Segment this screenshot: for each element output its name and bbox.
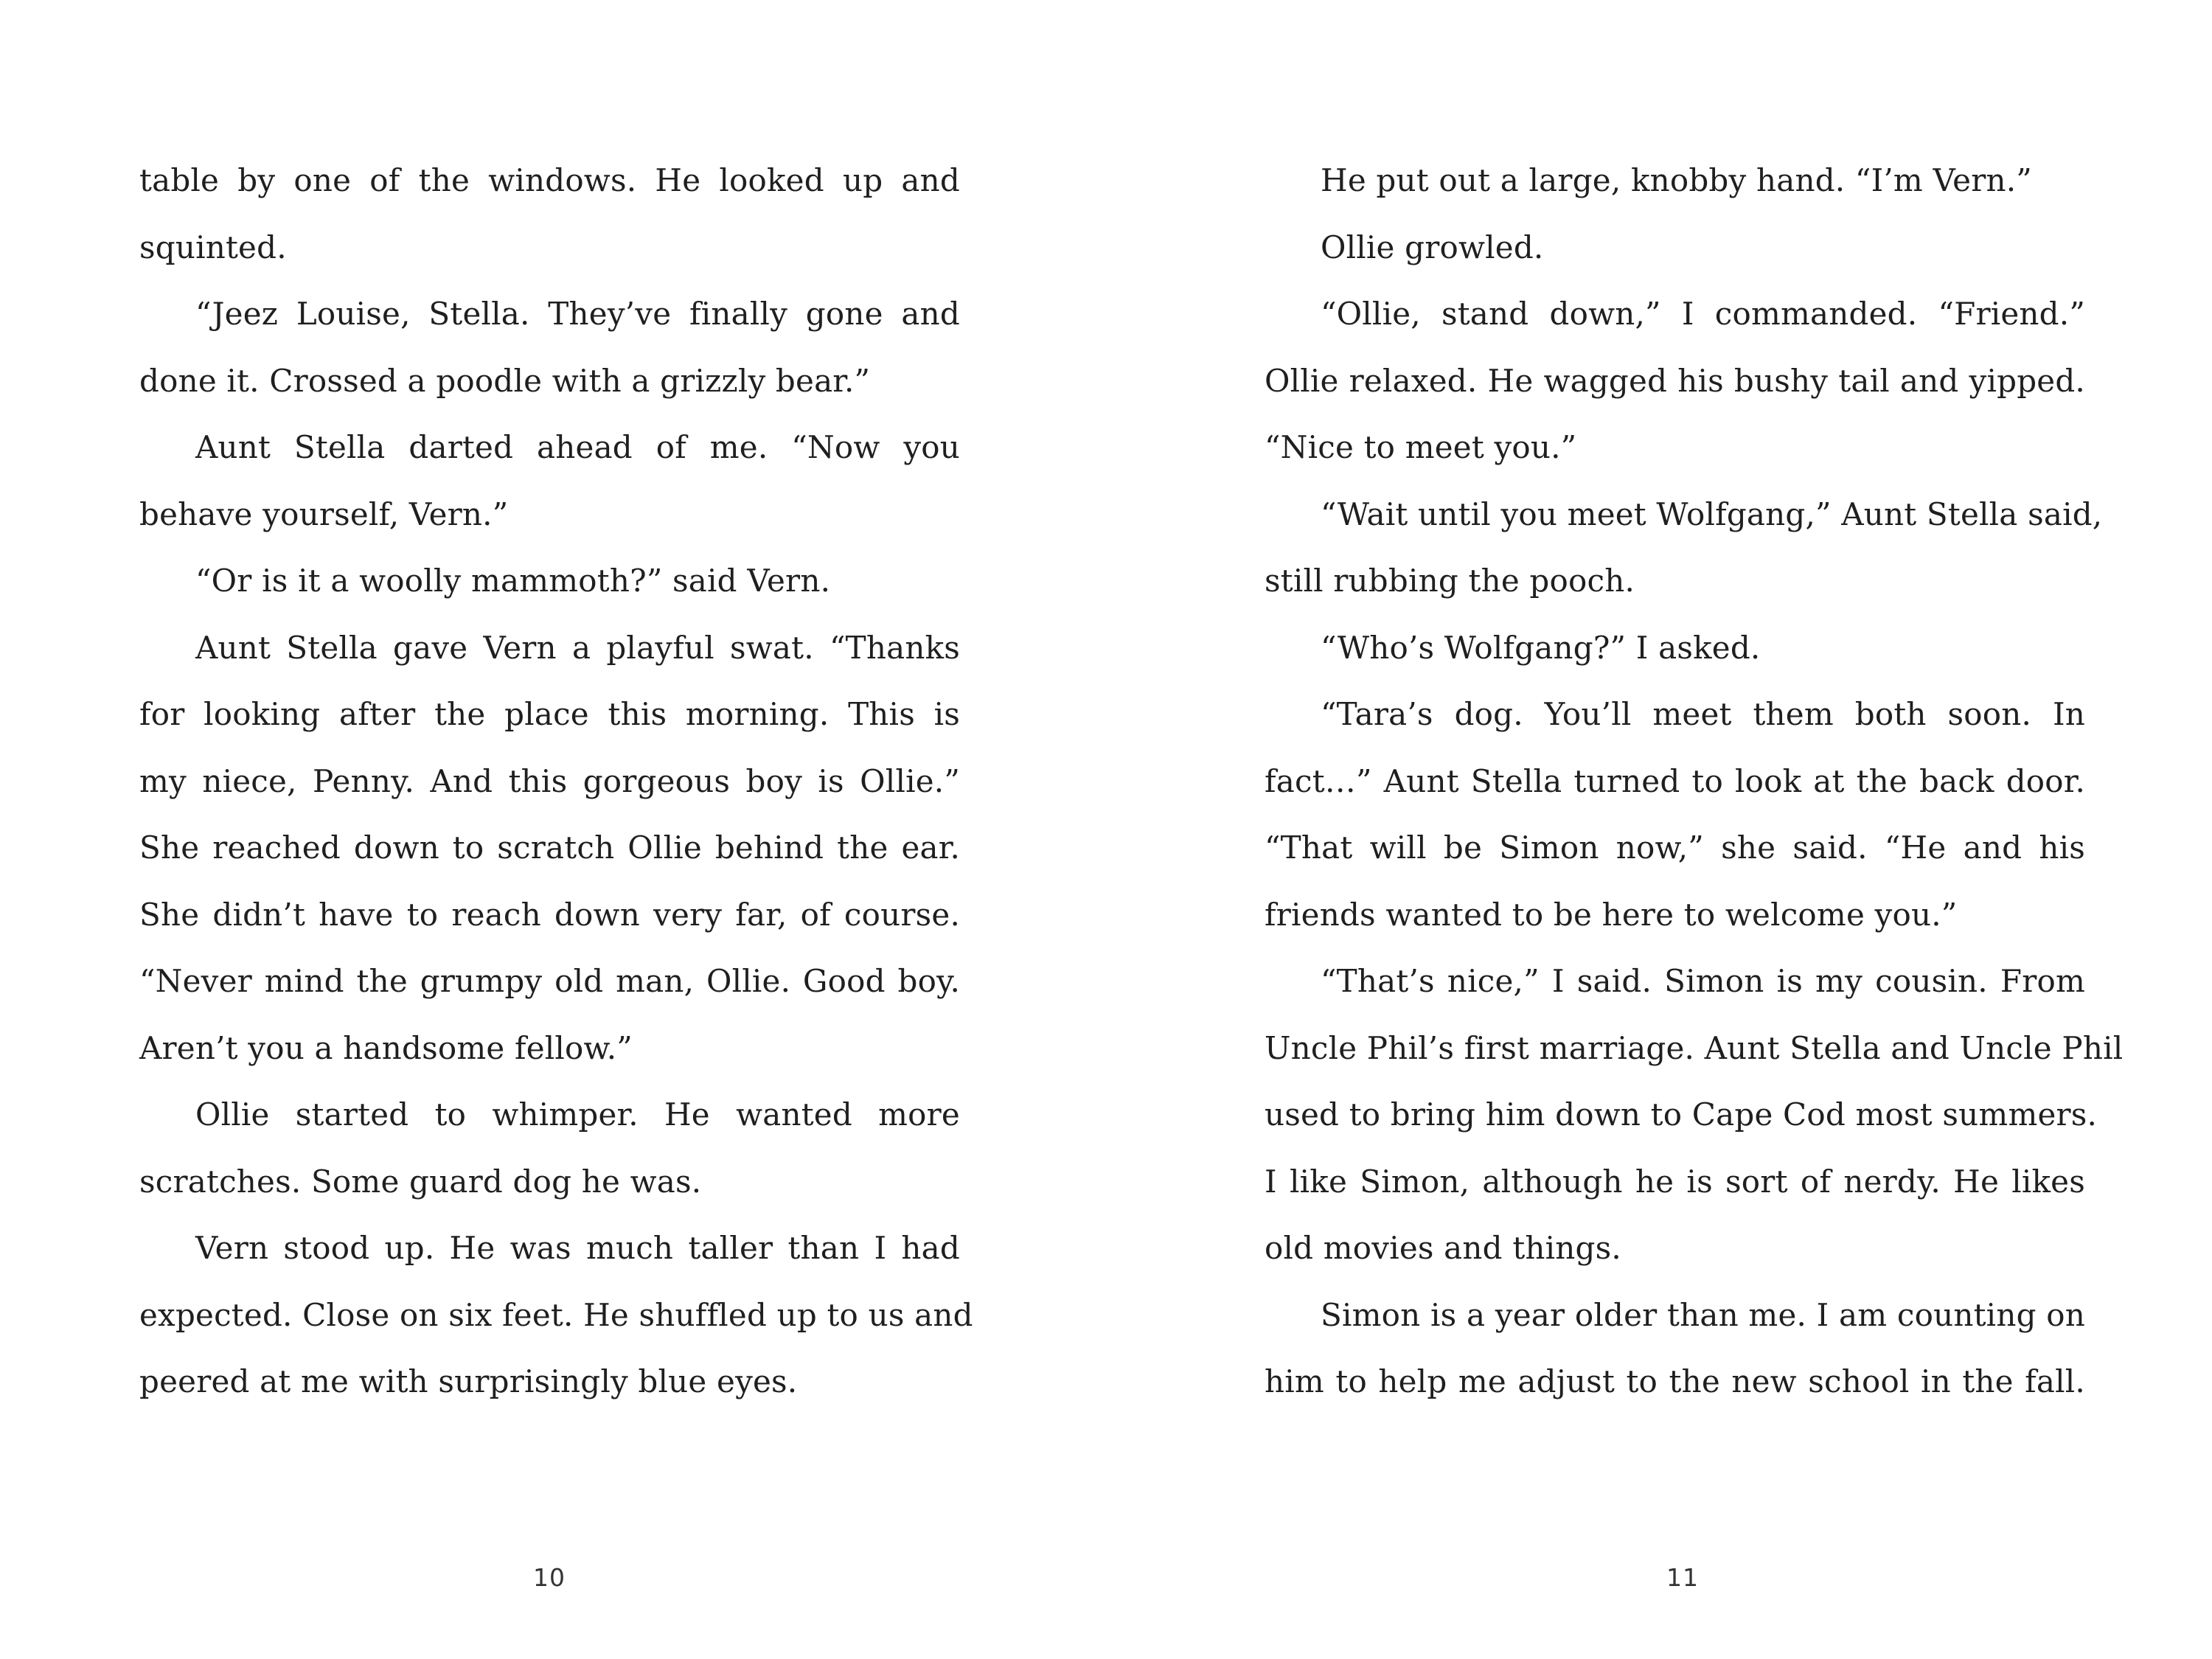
right-page-text xyxy=(1265,157,2124,1425)
text-line: “Jeez Louise, Stella. They’ve finally gone and xyxy=(195,296,960,332)
text-line: “Tara’s dog. You’ll meet them both soon. In xyxy=(1321,696,2085,732)
text-line: Aren’t you a handsome fellow.” xyxy=(139,1029,633,1066)
text-line: table by one of the windows. He looked up and xyxy=(139,162,960,198)
text-line: my niece, Penny. And this gorgeous boy is Ollie.” xyxy=(139,762,960,799)
text-line: peered at me with surprisingly blue eyes. xyxy=(139,1363,798,1399)
text-line: “That’s nice,” I said. Simon is my cousin. From xyxy=(1321,963,2085,999)
text-line: fact…” Aunt Stella turned to look at the back door. xyxy=(1265,762,2085,799)
text-line: Ollie growled. xyxy=(1321,229,1544,265)
text-line: behave yourself, Vern.” xyxy=(139,495,509,532)
text-line: Simon is a year older than me. I am counting on xyxy=(1321,1296,2085,1333)
text-line: expected. Close on six feet. He shuffled up to us and xyxy=(139,1296,973,1333)
text-line: He put out a large, knobby hand. “I’m Vern.” xyxy=(1321,162,2032,198)
text-line: done it. Crossed a poodle with a grizzly bear.” xyxy=(139,362,871,399)
text-line: Ollie relaxed. He wagged his bushy tail and yipped. xyxy=(1265,362,2085,399)
text-line: “Never mind the grumpy old man, Ollie. Good boy. xyxy=(139,963,960,999)
text-line: “Or is it a woolly mammoth?” said Vern. xyxy=(195,563,831,599)
text-line: scratches. Some guard dog he was. xyxy=(139,1163,702,1200)
page-number: 10 xyxy=(533,1563,566,1592)
text-line: I like Simon, although he is sort of nerdy. He likes xyxy=(1265,1163,2085,1200)
text-line: Aunt Stella darted ahead of me. “Now you xyxy=(195,429,960,465)
text-line: still rubbing the pooch. xyxy=(1265,563,1635,599)
text-line: used to bring him down to Cape Cod most summers. xyxy=(1265,1096,2098,1133)
text-line: “Wait until you meet Wolfgang,” Aunt Stella said, xyxy=(1321,495,2103,532)
text-line: “Nice to meet you.” xyxy=(1265,429,1577,465)
text-line: “Who’s Wolfgang?” I asked. xyxy=(1321,629,1761,666)
text-line: “That will be Simon now,” she said. “He and his xyxy=(1265,830,2085,866)
left-page-text xyxy=(139,157,973,1425)
text-line: Ollie started to whimper. He wanted more xyxy=(195,1096,960,1133)
text-line: She didn’t have to reach down very far, of course. xyxy=(139,896,960,933)
text-line: friends wanted to be here to welcome you.” xyxy=(1265,896,1958,933)
page-number: 11 xyxy=(1666,1563,1699,1592)
text-line: for looking after the place this morning. This is xyxy=(139,696,960,732)
text-line: Uncle Phil’s first marriage. Aunt Stella and Uncle Phil xyxy=(1265,1029,2124,1066)
text-line: She reached down to scratch Ollie behind the ear. xyxy=(139,830,960,866)
text-line: him to help me adjust to the new school in the fall. xyxy=(1265,1363,2085,1399)
text-line: Vern stood up. He was much taller than I had xyxy=(195,1230,960,1266)
text-line: squinted. xyxy=(139,229,287,265)
text-line: old movies and things. xyxy=(1265,1230,1621,1266)
right-page xyxy=(1106,0,2212,1659)
text-line: “Ollie, stand down,” I commanded. “Friend.” xyxy=(1321,296,2085,332)
text-line: Aunt Stella gave Vern a playful swat. “Thanks xyxy=(195,629,960,666)
